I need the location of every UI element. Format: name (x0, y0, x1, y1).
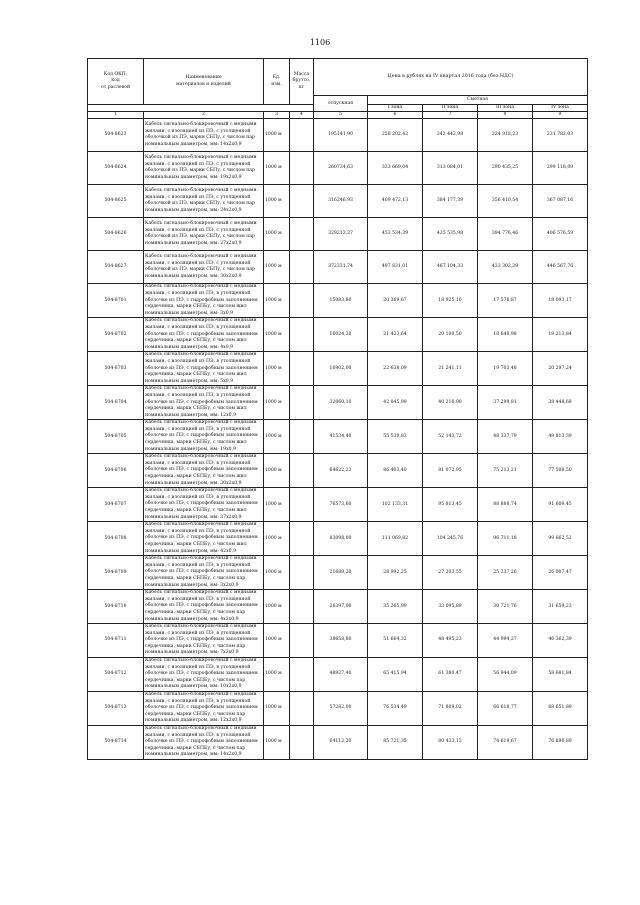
cell-otpusknaya: 41534,40 (314, 420, 368, 454)
cell-name: Кабель сигнально-блокировочный с медными жилами, с изоляцией из ПЭ, в утолщенной оболочке из ПЭ, с гидрофобным заполнением сердечника, марки СБПБу, с числом пар номинальным диаметром, мм: 14х2х0,9 (144, 726, 264, 760)
cell-mass (290, 726, 314, 760)
cell-zone-2: 20 100,50 (423, 318, 478, 352)
cell-mass (290, 488, 314, 522)
cell-zone-1: 28 992,25 (368, 556, 423, 590)
table-row (88, 218, 588, 251)
cell-otpusknaya: 48927,40 (314, 658, 368, 692)
cell-zone-3: 44 994,27 (478, 624, 533, 658)
col-num: 3 (264, 112, 290, 119)
cell-unit: 1000 м (264, 726, 290, 760)
table-row (88, 386, 588, 420)
table-row (88, 556, 588, 590)
column-number-row (88, 112, 588, 119)
table-row (88, 522, 588, 556)
cell-unit: 1000 м (264, 318, 290, 352)
cell-name: Кабель сигнально-блокировочный с медными жилами, с изоляцией из ПЭ, в утолщенной оболочке из ПЭ, с гидрофобным заполнением сердечника, марки СБПБу, с числом жил номинальным диаметром, мм: 37х2х0,9 (144, 488, 264, 522)
col-num: 6 (368, 112, 423, 119)
cell-mass (290, 251, 314, 284)
cell-zone-1: 21 423,64 (368, 318, 423, 352)
cell-code: 504-8624 (88, 152, 144, 185)
cell-zone-2: 61 380,47 (423, 658, 478, 692)
cell-mass (290, 386, 314, 420)
cell-zone-3: 433 302,39 (478, 251, 533, 284)
header-price-title: Цена в рублях на IV квартал 2016 года (без НДС) (314, 59, 588, 96)
cell-unit: 1000 м (264, 420, 290, 454)
table-row (88, 185, 588, 218)
table-row (88, 352, 588, 386)
cell-name: Кабель сигнально-блокировочный с медными жилами, с изоляцией из ПЭ, в утолщенной оболочке из ПЭ, с гидрофобным заполнением сердечника, марки СБПБу, с числом пар номинальным диаметром, мм: 3х2х0,9 (144, 556, 264, 590)
table-row (88, 119, 588, 152)
cell-otpusknaya: 76573,60 (314, 488, 368, 522)
cell-unit: 1000 м (264, 119, 290, 152)
cell-unit: 1000 м (264, 522, 290, 556)
cell-zone-3: 75 213,21 (478, 454, 533, 488)
cell-unit: 1000 м (264, 185, 290, 218)
cell-name: Кабель сигнально-блокировочный с медными жилами, с изоляцией из ПЭ, в утолщенной оболочке из ПЭ, с гидрофобным заполнением сердечника, марки СБПБу, с числом пар номинальным диаметром, мм: 7х2х0,9 (144, 624, 264, 658)
price-table (87, 58, 588, 760)
cell-zone-4: 58 681,84 (533, 658, 588, 692)
cell-name: Кабель сигнально-блокировочный с медными жилами, с изоляцией из ПЭ, в утолщенной оболочке из ПЭ, с гидрофобным заполнением сердечника, марки СБПБу, с числом пар номинальным диаметром, мм: 10х2х0,9 (144, 658, 264, 692)
header-spacer (88, 105, 314, 112)
cell-zone-3: 224 918,23 (478, 119, 533, 152)
cell-zone-1: 65 415,94 (368, 658, 423, 692)
cell-mass (290, 692, 314, 726)
cell-otpusknaya: 316246,93 (314, 185, 368, 218)
cell-name: Кабель сигнально-блокировочный с медными жилами, с изоляцией из ПЭ, в утолщенной оболочке из ПЭ, с гидрофобным заполнением сердечника, марки СБПБу, с числом жил номинальным диаметром, мм: 4х0,9 (144, 318, 264, 352)
cell-otpusknaya: 32060,10 (314, 386, 368, 420)
cell-name: Кабель сигнально-блокировочный с медными жилами, с изоляцией из ПЭ, в утолщенной оболочке из ПЭ, с гидрофобным заполнением сердечника, марки СБПБу, с числом жил номинальным диаметром, мм: 5х0,9 (144, 352, 264, 386)
cell-mass (290, 658, 314, 692)
cell-zone-2: 33 095,89 (423, 590, 478, 624)
header-mass: Масса брутто, кг (290, 59, 314, 105)
cell-zone-3: 356 410,54 (478, 185, 533, 218)
cell-otpusknaya: 15083,80 (314, 284, 368, 318)
cell-zone-2: 40 216,90 (423, 386, 478, 420)
table-row (88, 284, 588, 318)
cell-unit: 1000 м (264, 488, 290, 522)
cell-name: Кабель сигнально-блокировочный с медными жилами, с изоляцией из ПЭ, в утолщенной оболочке из ПЭ, с гидрофобным заполнением сердечника, марки СБПБу, с числом пар номинальным диаметром, мм: 12х2х0,9 (144, 692, 264, 726)
cell-otpusknaya: 16024,20 (314, 318, 368, 352)
cell-unit: 1000 м (264, 454, 290, 488)
cell-zone-3: 48 337,79 (478, 420, 533, 454)
cell-zone-2: 467 104,33 (423, 251, 478, 284)
header-zone-1: I зона (368, 105, 423, 112)
table-row (88, 488, 588, 522)
cell-zone-4: 406 576,59 (533, 218, 588, 251)
cell-otpusknaya: 64112,20 (314, 726, 368, 760)
cell-zone-2: 48 495,23 (423, 624, 478, 658)
cell-zone-2: 52 143,72 (423, 420, 478, 454)
cell-zone-1: 76 534,49 (368, 692, 423, 726)
cell-zone-4: 446 567,76 (533, 251, 588, 284)
col-num: 8 (478, 112, 533, 119)
cell-zone-3: 74 619,67 (478, 726, 533, 760)
table-row (88, 726, 588, 760)
cell-zone-3: 96 711,18 (478, 522, 533, 556)
cell-mass (290, 352, 314, 386)
cell-otpusknaya: 260734,63 (314, 152, 368, 185)
cell-zone-4: 26 007,47 (533, 556, 588, 590)
cell-code: 504-8623 (88, 119, 144, 152)
cell-name: Кабель сигнально-блокировочный с медными жилами, с изоляцией из ПЭ, в утолщенной оболочке из ПЭ, с гидрофобным заполнением сердечника, марки СБПБу, с числом жил номинальным диаметром, мм: 30х2х0,9 (144, 454, 264, 488)
cell-zone-4: 49 813,39 (533, 420, 588, 454)
cell-zone-4: 18 093,17 (533, 284, 588, 318)
cell-name: Кабель сигнально-блокировочный с медными жилами, с изоляцией из ПЭ, с утолщенной оболочкой из ПЭ, марки СБПу, с числом пар номинальным диаметром, мм: 30х2х0,9 (144, 251, 264, 284)
cell-unit: 1000 м (264, 692, 290, 726)
cell-zone-2: 313 084,01 (423, 152, 478, 185)
cell-unit: 1000 м (264, 658, 290, 692)
cell-zone-2: 104 245,76 (423, 522, 478, 556)
cell-zone-3: 19 703,48 (478, 352, 533, 386)
cell-zone-4: 299 118,09 (533, 152, 588, 185)
cell-name: Кабель сигнально-блокировочный с медными жилами, с изоляцией из ПЭ, в утолщенной оболочке из ПЭ, с гидрофобным заполнением сердечника, марки СБПБу, с числом жил номинальным диаметром, мм: 19х0,9 (144, 420, 264, 454)
table-row (88, 624, 588, 658)
header-code: Код ОКП, код от раслевой (88, 59, 144, 105)
cell-zone-3: 18 648,98 (478, 318, 533, 352)
cell-unit: 1000 м (264, 251, 290, 284)
cell-mass (290, 119, 314, 152)
cell-mass (290, 185, 314, 218)
cell-otpusknaya: 57282,00 (314, 692, 368, 726)
table-row (88, 251, 588, 284)
cell-zone-1: 333 669,04 (368, 152, 423, 185)
cell-zone-2: 425 535,98 (423, 218, 478, 251)
cell-zone-1: 111 069,82 (368, 522, 423, 556)
cell-zone-1: 20 369,67 (368, 284, 423, 318)
cell-zone-4: 46 362,39 (533, 624, 588, 658)
cell-zone-3: 30 721,76 (478, 590, 533, 624)
cell-code: 504-8627 (88, 251, 144, 284)
cell-zone-4: 76 896,89 (533, 726, 588, 760)
cell-unit: 1000 м (264, 218, 290, 251)
cell-mass (290, 218, 314, 251)
cell-zone-4: 68 651,89 (533, 692, 588, 726)
cell-zone-3: 394 776,46 (478, 218, 533, 251)
cell-zone-1: 22 638,09 (368, 352, 423, 386)
cell-otpusknaya: 372331,74 (314, 251, 368, 284)
header-otpusknaya: отпускная (314, 96, 368, 112)
cell-zone-2: 95 813,45 (423, 488, 478, 522)
cell-zone-3: 56 944,09 (478, 658, 533, 692)
cell-code: 504-8708 (88, 522, 144, 556)
cell-zone-1: 51 664,32 (368, 624, 423, 658)
cell-code: 504-8625 (88, 185, 144, 218)
cell-unit: 1000 м (264, 624, 290, 658)
cell-code: 504-8713 (88, 692, 144, 726)
cell-code: 504-8710 (88, 590, 144, 624)
cell-code: 504-8706 (88, 454, 144, 488)
cell-name: Кабель сигнально-блокировочный с медными жилами, с изоляцией из ПЭ, в утолщенной оболочке из ПЭ, с гидрофобным заполнением сердечника, марки СБПБу, с числом жил номинальным диаметром, мм: 12х0,9 (144, 386, 264, 420)
cell-mass (290, 284, 314, 318)
cell-zone-1: 453 534,39 (368, 218, 423, 251)
cell-name: Кабель сигнально-блокировочный с медными жилами, с изоляцией из ПЭ, в утолщенной оболочке из ПЭ, с гидрофобным заполнением сердечника, марки СБПБу, с числом пар номинальным диаметром, мм: 4х2х0,9 (144, 590, 264, 624)
cell-code: 504-8702 (88, 318, 144, 352)
cell-unit: 1000 м (264, 386, 290, 420)
cell-zone-3: 37 299,81 (478, 386, 533, 420)
table-row (88, 318, 588, 352)
cell-name: Кабель сигнально-блокировочный с медными жилами, с изоляцией из ПЭ, с утолщенной оболочкой из ПЭ, марки СБПу, с числом пар номинальным диаметром, мм: 14х2х0,9 (144, 119, 264, 152)
cell-unit: 1000 м (264, 556, 290, 590)
cell-unit: 1000 м (264, 352, 290, 386)
cell-zone-1: 86 403,40 (368, 454, 423, 488)
cell-otpusknaya: 195141,90 (314, 119, 368, 152)
cell-zone-4: 91 609,45 (533, 488, 588, 522)
cell-zone-4: 231 782,03 (533, 119, 588, 152)
cell-zone-2: 27 203,55 (423, 556, 478, 590)
cell-mass (290, 590, 314, 624)
cell-zone-3: 88 888,74 (478, 488, 533, 522)
cell-code: 504-8703 (88, 352, 144, 386)
cell-zone-2: 81 072,95 (423, 454, 478, 488)
cell-zone-2: 80 433,13 (423, 726, 478, 760)
cell-mass (290, 454, 314, 488)
cell-zone-1: 409 472,13 (368, 185, 423, 218)
cell-zone-2: 384 177,39 (423, 185, 478, 218)
cell-code: 504-8712 (88, 658, 144, 692)
cell-zone-4: 20 297,24 (533, 352, 588, 386)
cell-mass (290, 152, 314, 185)
cell-code: 504-8709 (88, 556, 144, 590)
cell-unit: 1000 м (264, 284, 290, 318)
table-row (88, 590, 588, 624)
col-num: 1 (88, 112, 144, 119)
cell-code: 504-8707 (88, 488, 144, 522)
cell-zone-2: 18 925,10 (423, 284, 478, 318)
cell-mass (290, 318, 314, 352)
cell-otpusknaya: 64622,23 (314, 454, 368, 488)
cell-otpusknaya: 83098,00 (314, 522, 368, 556)
cell-zone-3: 66 618,77 (478, 692, 533, 726)
header-unit: Ед. изм. (264, 59, 290, 105)
cell-zone-3: 17 576,87 (478, 284, 533, 318)
cell-zone-1: 85 721,35 (368, 726, 423, 760)
cell-code: 504-8704 (88, 386, 144, 420)
cell-code: 504-8705 (88, 420, 144, 454)
cell-name: Кабель сигнально-блокировочный с медными жилами, с изоляцией из ПЭ, в утолщенной оболочке из ПЭ, с гидрофобным заполнением сердечника, марки СБПБу, с числом жил номинальным диаметром, мм: 3х0,9 (144, 284, 264, 318)
cell-otpusknaya: 329213,27 (314, 218, 368, 251)
cell-zone-3: 25 237,26 (478, 556, 533, 590)
col-num: 2 (144, 112, 264, 119)
cell-zone-4: 367 087,16 (533, 185, 588, 218)
cell-unit: 1000 м (264, 590, 290, 624)
cell-otpusknaya: 38658,80 (314, 624, 368, 658)
cell-name: Кабель сигнально-блокировочный с медными жилами, с изоляцией из ПЭ, с утолщенной оболочкой из ПЭ, марки СБПу, с числом пар номинальным диаметром, мм: 27х2х0,9 (144, 218, 264, 251)
table-row (88, 420, 588, 454)
cell-otpusknaya: 21689,20 (314, 556, 368, 590)
cell-zone-3: 290 435,25 (478, 152, 533, 185)
col-num: 4 (290, 112, 314, 119)
table-row (88, 152, 588, 185)
col-num: 5 (314, 112, 368, 119)
cell-zone-4: 38 448,68 (533, 386, 588, 420)
table-row (88, 454, 588, 488)
cell-zone-4: 19 213,84 (533, 318, 588, 352)
cell-zone-1: 35 265,99 (368, 590, 423, 624)
cell-mass (290, 420, 314, 454)
cell-unit: 1000 м (264, 152, 290, 185)
cell-code: 504-8626 (88, 218, 144, 251)
header-zone-2: II зона (423, 105, 478, 112)
cell-zone-2: 71 809,02 (423, 692, 478, 726)
cell-name: Кабель сигнально-блокировочный с медными жилами, с изоляцией из ПЭ, в утолщенной оболочке из ПЭ, с гидрофобным заполнением сердечника, марки СБПБу, с числом жил номинальным диаметром, мм: 42х0,9 (144, 522, 264, 556)
cell-zone-1: 497 831,01 (368, 251, 423, 284)
header-zone-3: III зона (478, 105, 533, 112)
cell-otpusknaya: 26397,00 (314, 590, 368, 624)
col-num: 9 (533, 112, 588, 119)
cell-code: 504-8711 (88, 624, 144, 658)
cell-zone-1: 258 202,42 (368, 119, 423, 152)
cell-mass (290, 522, 314, 556)
cell-name: Кабель сигнально-блокировочный с медными жилами, с изоляцией из ПЭ, с утолщенной оболочкой из ПЭ, марки СБПу, с числом пар номинальным диаметром, мм: 24х2х0,9 (144, 185, 264, 218)
cell-zone-2: 242 442,98 (423, 119, 478, 152)
page-number: 1106 (309, 38, 331, 47)
cell-zone-1: 42 845,99 (368, 386, 423, 420)
cell-code: 504-8701 (88, 284, 144, 318)
cell-zone-1: 102 133,31 (368, 488, 423, 522)
header-zone-4: IV зона (533, 105, 588, 112)
header-smetnaya: Сметная (368, 96, 588, 105)
cell-otpusknaya: 16902,00 (314, 352, 368, 386)
cell-zone-4: 99 662,52 (533, 522, 588, 556)
cell-name: Кабель сигнально-блокировочный с медными жилами, с изоляцией из ПЭ, с утолщенной оболочкой из ПЭ, марки СБПу, с числом пар номинальным диаметром, мм: 19х2х0,9 (144, 152, 264, 185)
table-row (88, 658, 588, 692)
table-row (88, 692, 588, 726)
col-num: 7 (423, 112, 478, 119)
cell-code: 504-8714 (88, 726, 144, 760)
cell-zone-4: 31 659,23 (533, 590, 588, 624)
cell-mass (290, 624, 314, 658)
cell-zone-1: 55 539,83 (368, 420, 423, 454)
cell-zone-4: 77 508,50 (533, 454, 588, 488)
header-name: Наименование материалов и изделий (144, 59, 264, 105)
cell-zone-2: 21 241,11 (423, 352, 478, 386)
cell-mass (290, 556, 314, 590)
